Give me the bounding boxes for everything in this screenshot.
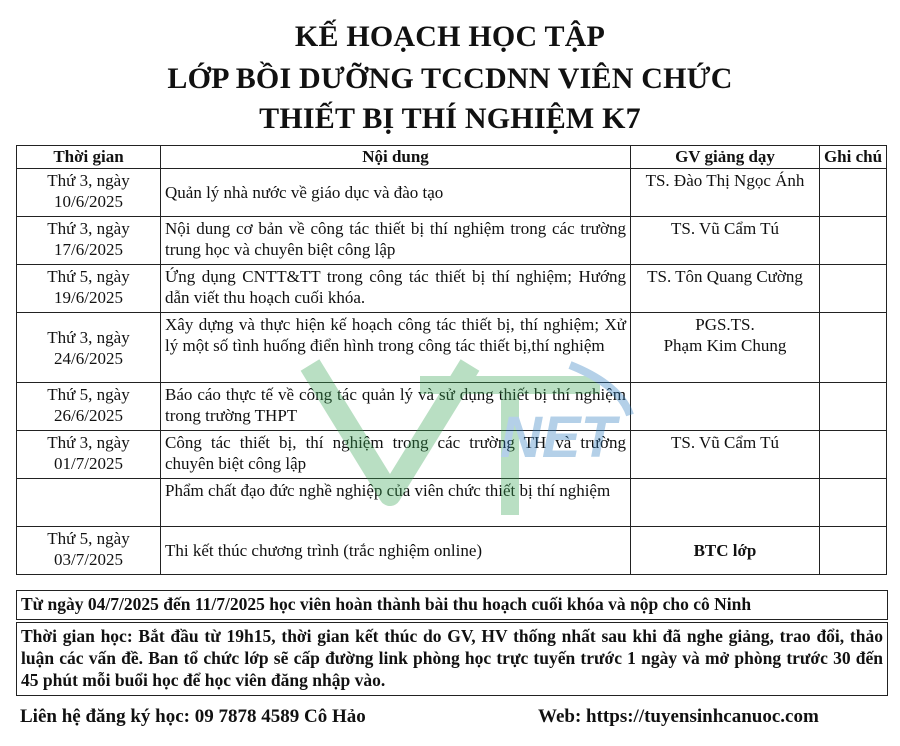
content-cell: Quản lý nhà nước về giáo dục và đào tạo (161, 169, 631, 217)
date-cell: Thứ 5, ngày 26/6/2025 (17, 383, 161, 431)
table-header-row (17, 146, 887, 169)
teacher-cell (631, 479, 820, 527)
note-cell (820, 313, 887, 383)
table-row (17, 383, 887, 431)
note-cell (820, 265, 887, 313)
table-row (17, 265, 887, 313)
date-cell (17, 479, 161, 527)
teacher-cell: BTC lớp (631, 527, 820, 575)
teacher-cell: TS. Tôn Quang Cường (631, 265, 820, 313)
table-row (17, 479, 887, 527)
deadline-note: Từ ngày 04/7/2025 đến 11/7/2025 học viên hoàn thành bài thu hoạch cuối khóa và nộp cho cô Ninh (16, 590, 888, 620)
contact-info: Liên hệ đăng ký học: 09 7878 4589 Cô Hảo (20, 706, 366, 727)
date-cell: Thứ 3, ngày 24/6/2025 (17, 313, 161, 383)
table-row (17, 313, 887, 383)
note-cell (820, 383, 887, 431)
content-cell: Nội dung cơ bản về công tác thiết bị thí nghiệm trong các trường trung học và chuyên biệt công lập (161, 217, 631, 265)
course-title: THIẾT BỊ THÍ NGHIỆM K7 (259, 102, 641, 135)
content-cell: Thi kết thúc chương trình (trắc nghiệm online) (161, 527, 631, 575)
content-cell: Xây dựng và thực hiện kế hoạch công tác thiết bị, thí nghiệm; Xử lý một số tình huống điển hình trong công tác thiết bị,thí nghiệm (161, 313, 631, 383)
note-cell (820, 169, 887, 217)
table-row (17, 217, 887, 265)
content-cell: Ứng dụng CNTT&TT trong công tác thiết bị thí nghiệm; Hướng dẫn viết thu hoạch cuối khóa. (161, 265, 631, 313)
table-row (17, 527, 887, 575)
content-cell: Phẩm chất đạo đức nghề nghiệp của viên chức thiết bị thí nghiệm (161, 479, 631, 527)
teacher-cell: TS. Đào Thị Ngọc Ánh (631, 169, 820, 217)
date-cell: Thứ 3, ngày 10/6/2025 (17, 169, 161, 217)
schedule-note: Thời gian học: Bắt đầu từ 19h15, thời gian kết thúc do GV, HV thống nhất sau khi đã nghe giảng, trao đổi, thảo luận các vấn đề. Ban tổ chức lớp sẽ cấp đường link phòng học trực tuyến trước 1 ngày và mở phòng trước 30 đến 45 phút mỗi buổi học để học viên đăng nhập vào. (16, 622, 888, 696)
column-header-content: Nội dung (161, 146, 631, 169)
column-header-teacher: GV giảng dạy (631, 146, 820, 169)
content-cell: Báo cáo thực tế về công tác quản lý và sử dụng thiết bị thí nghiệm trong trường THPT (161, 383, 631, 431)
column-header-time: Thời gian (17, 146, 161, 169)
note-cell (820, 527, 887, 575)
date-cell: Thứ 5, ngày 03/7/2025 (17, 527, 161, 575)
date-cell: Thứ 5, ngày 19/6/2025 (17, 265, 161, 313)
teacher-cell (631, 383, 820, 431)
class-title: LỚP BỒI DƯỠNG TCCDNN VIÊN CHỨC (167, 62, 733, 95)
watermark-text: NET (500, 405, 616, 470)
plan-title: KẾ HOẠCH HỌC TẬP (294, 20, 606, 53)
schedule-table (16, 145, 887, 575)
teacher-cell: TS. Vũ Cẩm Tú (631, 217, 820, 265)
table-row (17, 431, 887, 479)
note-cell (820, 217, 887, 265)
note-cell (820, 431, 887, 479)
table-row (17, 169, 887, 217)
date-cell: Thứ 3, ngày 01/7/2025 (17, 431, 161, 479)
date-cell: Thứ 3, ngày 17/6/2025 (17, 217, 161, 265)
note-cell (820, 479, 887, 527)
column-header-note: Ghi chú (820, 146, 887, 169)
website-link[interactable]: Web: https://tuyensinhcanuoc.com (538, 706, 819, 727)
teacher-cell: PGS.TS. Phạm Kim Chung (631, 313, 820, 383)
content-cell: Công tác thiết bị, thí nghiệm trong các trường TH và trường chuyên biệt công lập (161, 431, 631, 479)
teacher-cell: TS. Vũ Cẩm Tú (631, 431, 820, 479)
